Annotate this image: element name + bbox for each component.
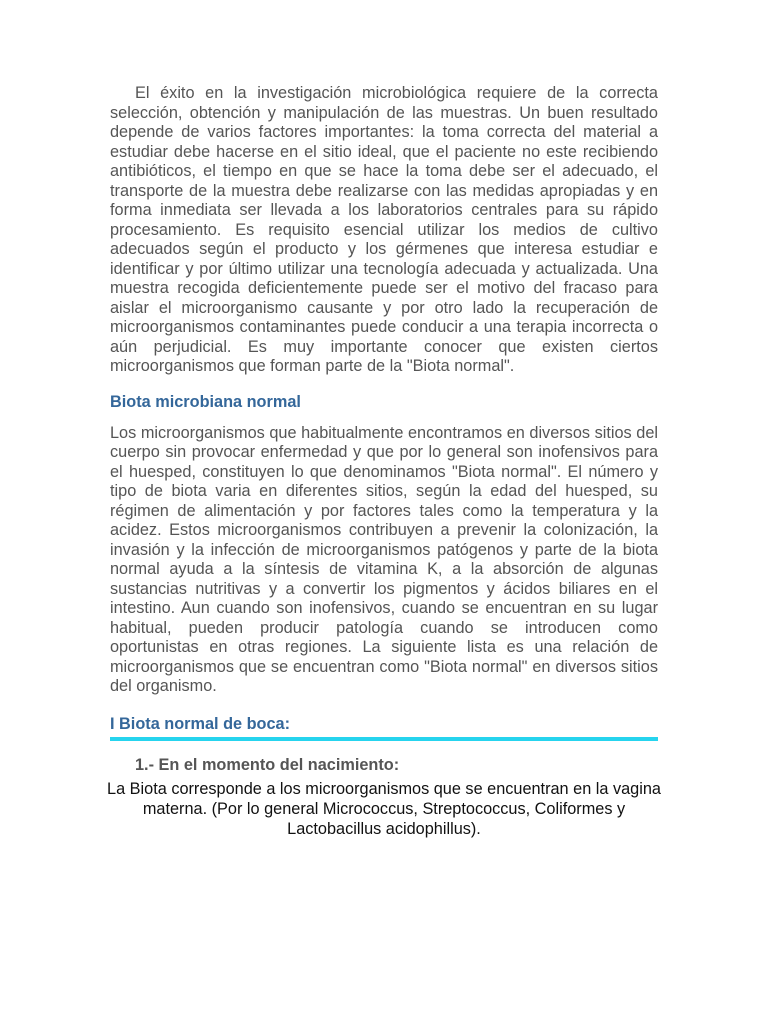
section-heading-biota-microbiana: Biota microbiana normal — [110, 392, 301, 411]
nacimiento-paragraph: La Biota corresponde a los microorganismos que se encuentran en la vagina materna. (Por lo general Micrococcus, Streptococcus, Coliformes y Lactobacillus acidophillus). — [107, 779, 661, 838]
document-page — [107, 84, 661, 839]
section-heading-biota-boca: I Biota normal de boca: — [110, 714, 658, 741]
intro-paragraph: El éxito en la investigación microbiológica requiere de la correcta selección, obtención y manipulación de las muestras. Un buen resultado depende de varios factores importantes: la toma correcta del material a estudiar debe hacerse en el sitio ideal, que el paciente no este recibiendo antibióticos, el tiempo en que se hace la toma debe ser el adecuado, el transporte de la muestra debe realizarse con las medidas apropiadas y en forma inmediata ser llevada a los laboratorios centrales para su rápido procesamiento. Es requisito esencial utilizar los medios de cultivo adecuados según el producto y los gérmenes que interesa estudiar e identificar y por último utilizar una tecnología adecuada y actualizada. Una muestra recogida deficientemente puede ser el motivo del fracaso para aislar el microorganismo causante y por otro lado la recuperación de microorganismos contaminantes puede conducir a una terapia incorrecta o aún perjudicial. Es muy importante conocer que existen ciertos microorganismos que forman parte de la "Biota normal". — [110, 84, 658, 375]
biota-paragraph: Los microorganismos que habitualmente encontramos en diversos sitios del cuerpo sin provocar enfermedad y que por lo general son inofensivos para el huesped, constituyen lo que denominamos "Biota normal". El número y tipo de biota varia en diferentes sitios, según la edad del huesped, su régimen de alimentación y por factores tales como la temperatura y la acidez. Estos microorganismos contribuyen a prevenir la colonización, la invasión y la infección de microorganismos patógenos y parte de la biota normal ayuda a la síntesis de vitamina K, a la absorción de algunas sustancias nutritivas y a convertir los pigmentos y ácidos biliares en el intestino. Aun cuando son inofensivos, cuando se encuentran en su lugar habitual, pueden producir patología cuando se introducen como oportunistas en otras regiones. La siguiente lista es una relación de microorganismos que se encuentran como "Biota normal" en diversos sitios del organismo. — [110, 423, 658, 695]
subheading-nacimiento: 1.- En el momento del nacimiento: — [135, 755, 400, 774]
